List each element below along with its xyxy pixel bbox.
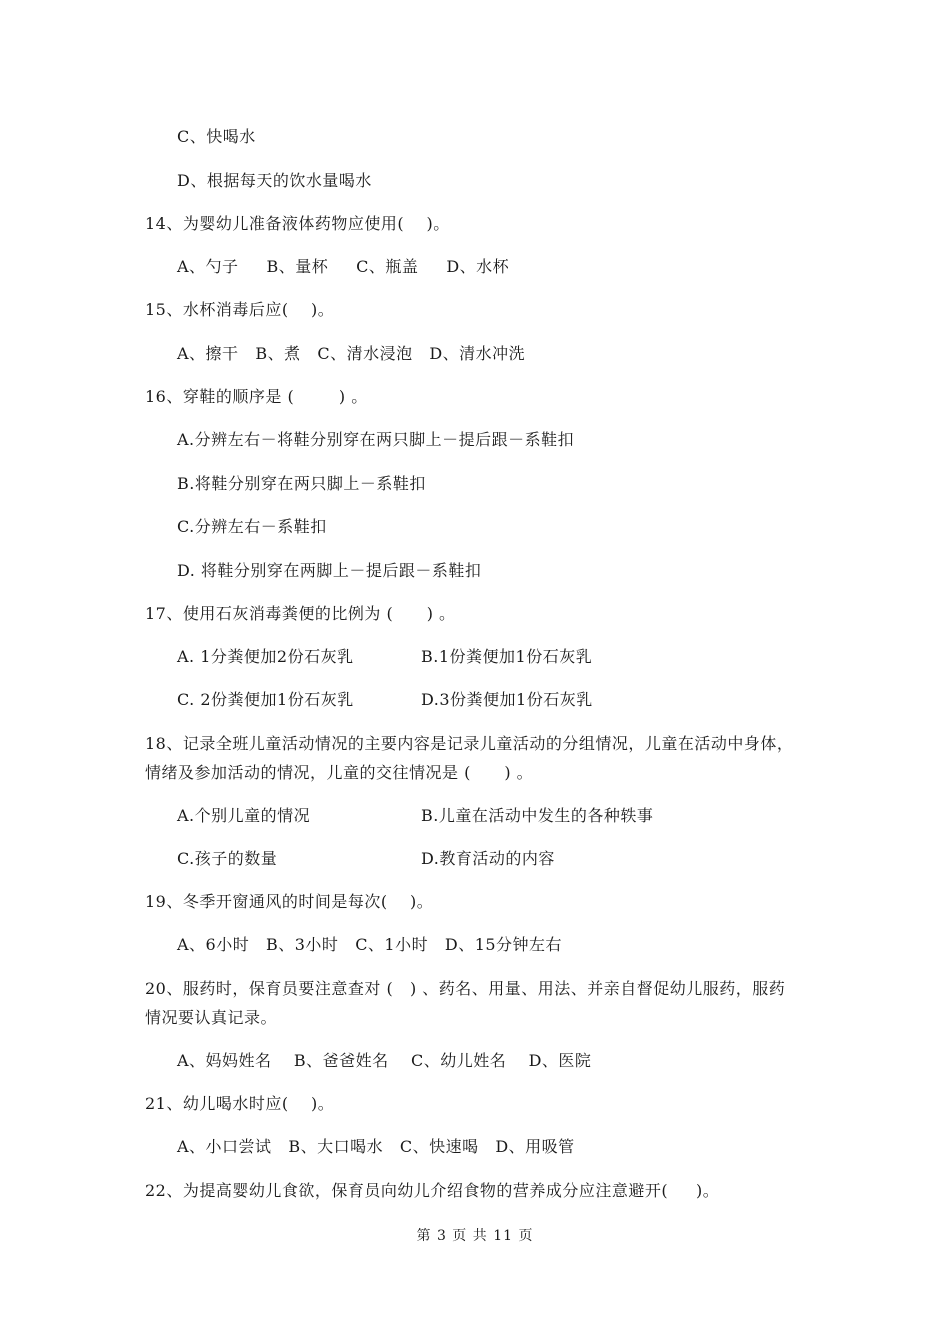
question-15-options: A、擦干 B、煮 C、清水浸泡 D、清水冲洗 (177, 344, 526, 363)
question-16-option-a: A.分辨左右－将鞋分别穿在两只脚上－提后跟－系鞋扣 (177, 430, 575, 449)
question-16-option-c: C.分辨左右－系鞋扣 (177, 517, 327, 536)
question-18-option-d: D.教育活动的内容 (421, 849, 555, 868)
question-18-line-2: 情绪及参加活动的情况，儿童的交往情况是 ( ) 。 (145, 763, 534, 782)
question-16: 16、穿鞋的顺序是 ( ) 。 (145, 387, 368, 406)
question-19: 19、冬季开窗通风的时间是每次( )。 (145, 892, 434, 911)
question-14-options: A、勺子 B、量杯 C、瓶盖 D、水杯 (177, 257, 510, 276)
question-17-option-c: C. 2份粪便加1份石灰乳 (177, 690, 354, 709)
question-19-options: A、6小时 B、3小时 C、1小时 D、15分钟左右 (177, 935, 563, 954)
question-17-option-b: B.1份粪便加1份石灰乳 (421, 647, 593, 666)
page-footer: 第 3 页 共 11 页 (416, 1228, 534, 1244)
question-18-option-a: A.个别儿童的情况 (177, 806, 311, 825)
question-22: 22、为提高婴幼儿食欲，保育员向幼儿介绍食物的营养成分应注意避开( )。 (145, 1181, 720, 1200)
question-16-option-d: D. 将鞋分别穿在两脚上－提后跟－系鞋扣 (177, 561, 482, 580)
question-21-options: A、小口尝试 B、大口喝水 C、快速喝 D、用吸管 (177, 1137, 575, 1156)
option-line: D、根据每天的饮水量喝水 (177, 171, 372, 190)
question-20-options: A、妈妈姓名 B、爸爸姓名 C、幼儿姓名 D、医院 (177, 1051, 592, 1070)
question-20-line-2: 情况要认真记录。 (145, 1008, 278, 1027)
question-15: 15、水杯消毒后应( )。 (145, 300, 335, 319)
question-21: 21、幼儿喝水时应( )。 (145, 1094, 335, 1113)
option-line: C、快喝水 (177, 127, 256, 146)
question-17-option-a: A. 1分粪便加2份石灰乳 (177, 647, 354, 666)
question-14: 14、为婴幼儿准备液体药物应使用( )。 (145, 214, 450, 233)
question-20-line-1: 20、服药时，保育员要注意查对 ( ) 、药名、用量、用法、并亲自督促幼儿服药，服药 (145, 979, 786, 998)
question-17: 17、使用石灰消毒粪便的比例为 ( ) 。 (145, 604, 456, 623)
question-17-option-d: D.3份粪便加1份石灰乳 (421, 690, 593, 709)
question-16-option-b: B.将鞋分别穿在两只脚上－系鞋扣 (177, 474, 426, 493)
question-18-option-c: C.孩子的数量 (177, 849, 278, 868)
question-18-line-1: 18、记录全班儿童活动情况的主要内容是记录儿童活动的分组情况，儿童在活动中身体， (145, 734, 794, 753)
question-18-option-b: B.儿童在活动中发生的各种轶事 (421, 806, 654, 825)
